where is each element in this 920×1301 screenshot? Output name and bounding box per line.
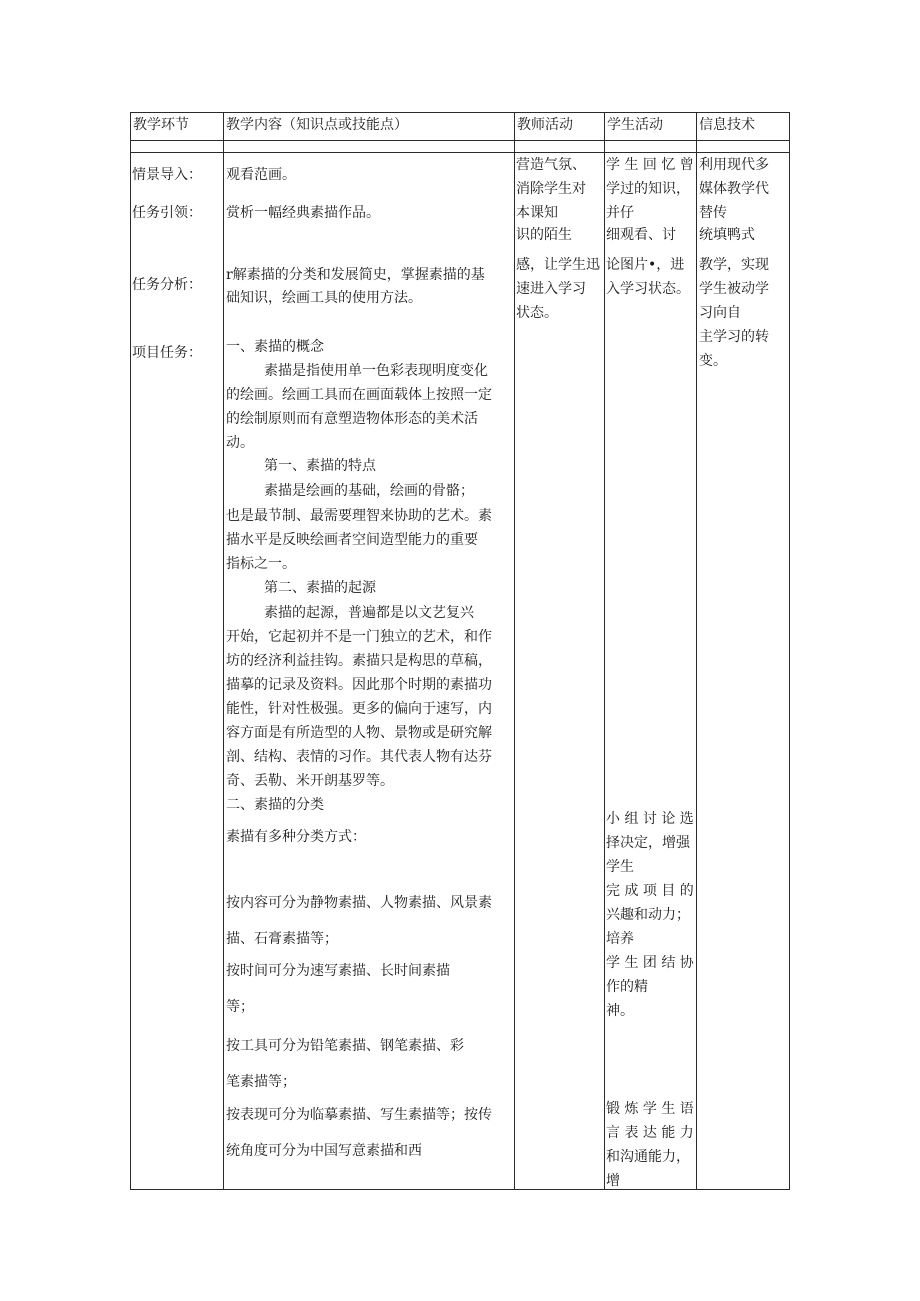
content-line: 素描是指使用单一色彩表现明度变化 [264, 363, 488, 379]
content-line: 础知识，绘画工具的使用方法。 [226, 290, 422, 306]
content-line: 素描有多种分类方式： [226, 829, 366, 845]
column-divider-2 [514, 113, 515, 1189]
header-stage: 教学环节 [133, 117, 189, 133]
content-line: 按时间可分为速写素描、长时间素描 [226, 963, 450, 979]
student-line: 细观看、讨 [606, 227, 676, 243]
student-line: 作的精 [606, 979, 648, 995]
student-line: 学生 [606, 859, 634, 875]
student-line: 小 组 讨 论 选 [606, 811, 694, 827]
content-line: 按表现可分为临摹素描、写生素描等；按传 [226, 1107, 492, 1123]
student-line: 择决定，增强 [606, 835, 690, 851]
teacher-line: 感，让学生迅 [516, 257, 600, 273]
content-line: 开始，它起初并不是一门独立的艺术，和作 [226, 629, 492, 645]
stage-project: 项目任务： [132, 345, 202, 361]
student-line: 入学习状态。 [606, 281, 690, 297]
column-divider-3 [604, 113, 605, 1189]
student-line: 完 成 项 目 的 [606, 883, 694, 899]
content-line: 统角度可分为中国写意素描和西 [226, 1143, 422, 1159]
content-line: 描摹的记录及资料。因此那个时期的素描功 [226, 677, 492, 693]
content-line: 动。 [226, 435, 254, 451]
header-teacher: 教师活动 [517, 117, 573, 133]
content-line: 按工具可分为铅笔素描、钢笔素描、彩 [226, 1038, 464, 1054]
stage-analysis: 任务分析： [132, 277, 202, 293]
student-line: 和沟通能力， [606, 1149, 690, 1165]
content-line: 容方面是有所造型的人物、景物或是研究解 [226, 725, 492, 741]
content-line: 坊的经济利益挂钩。素描只是构思的草稿， [226, 653, 492, 669]
student-line: 学 生 团 结 协 [606, 955, 694, 971]
content-line: 奇、丢勒、米开朗基罗等。 [226, 773, 394, 789]
student-line: 兴趣和动力； [606, 907, 690, 923]
content-line: 的绘制原则而有意塑造物体形态的美术活 [226, 411, 478, 427]
content-line: r解素描的分类和发展简史，掌握素描的基 [226, 267, 485, 283]
student-line: 增 [606, 1173, 620, 1189]
subsection-heading: 第一、素描的特点 [264, 458, 376, 474]
content-line: 赏析一幅经典素描作品。 [226, 205, 380, 221]
stage-lead: 任务引领： [132, 205, 202, 221]
header-tech: 信息技术 [699, 117, 755, 133]
header-content: 教学内容（知识点或技能点） [226, 117, 408, 133]
section-heading: 二、素描的分类 [226, 797, 324, 813]
section-heading: 一、素描的概念 [226, 339, 324, 355]
subsection-heading: 第二、素描的起源 [264, 580, 376, 596]
teacher-line: 状态。 [516, 305, 558, 321]
tech-line: 统填鸭式 [699, 227, 755, 243]
tech-line: 变。 [699, 353, 727, 369]
student-line: 学 生 回 忆 曾 [606, 157, 694, 173]
column-divider-1 [223, 113, 224, 1189]
content-line: 观看范画。 [226, 167, 296, 183]
student-line: 论图片•，进 [606, 257, 685, 273]
tech-line: 替传 [699, 205, 727, 221]
column-divider-4 [696, 113, 697, 1189]
student-line: 学过的知识， [606, 181, 690, 197]
teacher-line: 速进入学习 [516, 281, 586, 297]
student-line: 培养 [606, 931, 634, 947]
content-line: 等； [226, 999, 254, 1015]
teacher-line: 营造气氛、 [516, 157, 586, 173]
content-line: 按内容可分为静物素描、人物素描、风景素 [226, 895, 492, 911]
header-row-divider-lower [131, 152, 789, 153]
content-line: 描水平是反映绘画者空间造型能力的重要 [226, 532, 478, 548]
tech-line: 学生被动学 [699, 281, 769, 297]
header-student: 学生活动 [607, 117, 663, 133]
content-line: 素描的起源，普遍都是以文艺复兴 [264, 605, 474, 621]
content-line: 笔素描等； [226, 1074, 296, 1090]
tech-line: 主学习的转 [699, 329, 769, 345]
student-line: 锻 炼 学 生 语 [606, 1101, 694, 1117]
header-row-divider [131, 140, 789, 141]
student-line: 并仔 [606, 205, 634, 221]
content-line: 也是最节制、最需要理智来协助的艺术。素 [226, 508, 492, 524]
content-line: 能性，针对性极强。更多的偏向于速写，内 [226, 701, 492, 717]
content-line: 的绘画。绘画工具而在画面载体上按照一定 [226, 387, 492, 403]
student-line: 言 表 达 能 力 [606, 1125, 694, 1141]
tech-line: 教学，实现 [699, 257, 769, 273]
tech-line: 媒体教学代 [699, 181, 769, 197]
content-line: 素描是绘画的基础，绘画的骨骼； [264, 483, 474, 499]
teacher-line: 消除学生对 [516, 181, 586, 197]
tech-line: 利用现代多 [699, 157, 769, 173]
content-line: 剖、结构、表情的习作。其代表人物有达芬 [226, 749, 492, 765]
stage-intro: 情景导入： [132, 167, 202, 183]
teacher-line: 识的陌生 [516, 227, 572, 243]
content-line: 描、石膏素描等； [226, 931, 338, 947]
student-line: 神。 [606, 1003, 634, 1019]
content-line: 指标之一。 [226, 556, 296, 572]
tech-line: 习向自 [699, 305, 741, 321]
teacher-line: 本课知 [516, 205, 558, 221]
